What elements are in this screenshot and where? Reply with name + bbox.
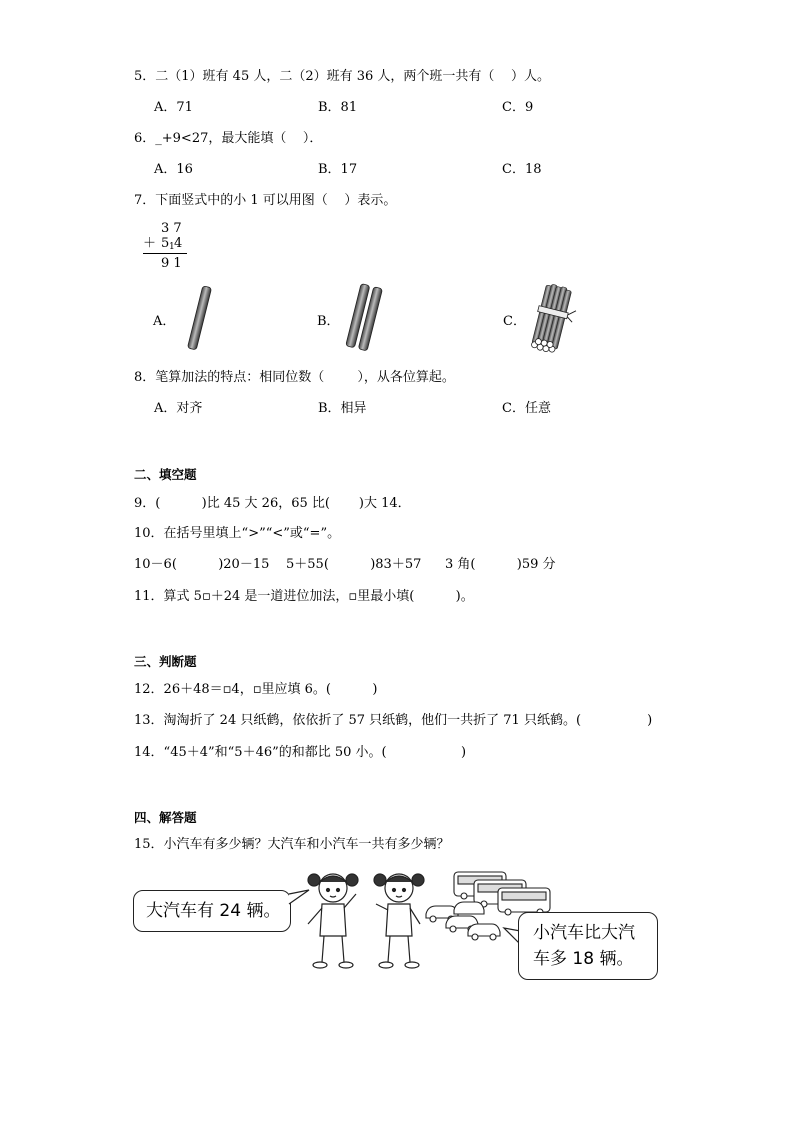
question-14-text: 14．“45＋4”和“5＋46”的和都比 50 小。( ) <box>134 745 467 760</box>
q10-item-1: 10－6( )20－15 <box>134 557 270 572</box>
section-3-heading: 三、判断题 <box>134 654 197 669</box>
q7-option-a: A． <box>153 314 176 329</box>
right-bubble-line-1: 小汽车比大汽 <box>533 923 635 943</box>
q5-option-c: C．9 <box>502 100 534 115</box>
q10-item-2: 5＋55( )83＋57 <box>286 557 422 572</box>
left-speech-bubble <box>133 890 291 932</box>
question-12-text: 12．26＋48＝▫4，▫里应填 6。( ) <box>134 682 378 697</box>
section-4-heading: 四、解答题 <box>134 810 197 825</box>
q6-option-c: C．18 <box>502 162 542 177</box>
two-sticks-icon <box>342 283 392 353</box>
q8-option-c: C．任意 <box>502 401 551 416</box>
calc-result: 9 1 <box>161 256 182 271</box>
question-10-text: 10．在括号里填上“>”“<”或“=”。 <box>134 526 341 541</box>
q7-option-c: C． <box>503 314 526 329</box>
question-9-text: 9．( )比 45 大 26，65 比( )大 14． <box>134 496 411 511</box>
q8-option-a: A．对齐 <box>154 401 203 416</box>
section-2-heading: 二、填空题 <box>134 467 197 482</box>
q10-item-3: 3 角( )59 分 <box>445 557 556 572</box>
q5-option-b: B．81 <box>318 100 358 115</box>
two-girls-illustration <box>300 866 430 972</box>
question-5-text: 5．二（1）班有 45 人，二（2）班有 36 人，两个班一共有（ ）人。 <box>134 69 550 84</box>
question-15-text: 15．小汽车有多少辆？大汽车和小汽车一共有多少辆？ <box>134 837 450 852</box>
question-13-text: 13．淘淘折了 24 只纸鹤，依依折了 57 只纸鹤，他们一共折了 71 只纸鹤。( ) <box>134 713 653 728</box>
calc-divider-line <box>143 253 187 254</box>
q5-option-a: A．71 <box>154 100 193 115</box>
right-speech-bubble <box>518 912 658 980</box>
vertical-addition <box>143 222 187 270</box>
left-bubble-text: 大汽车有 24 辆。 <box>146 901 281 921</box>
question-8-text: 8．笔算加法的特点：相同位数（ ），从各位算起。 <box>134 370 455 385</box>
question-6-text: 6．_+9<27，最大能填（ ）． <box>134 131 323 146</box>
q8-option-b: B．相异 <box>318 401 367 416</box>
right-bubble-line-2: 车多 18 辆。 <box>533 949 634 969</box>
single-stick-icon <box>180 283 220 353</box>
calc-carry-digit: 1 <box>169 242 175 252</box>
calc-plus-sign: ＋ <box>143 236 157 251</box>
q6-option-a: A．16 <box>154 162 193 177</box>
calc-mid-ones: 4 <box>174 236 183 251</box>
bundle-of-ten-sticks-icon <box>526 283 576 358</box>
question-7-text: 7．下面竖式中的小 1 可以用图（ ）表示。 <box>134 193 397 208</box>
q7-option-b: B． <box>317 314 340 329</box>
question-11-text: 11．算式 5▫＋24 是一道进位加法，▫里最小填( )。 <box>134 589 474 604</box>
calc-top-number: 3 7 <box>161 221 182 236</box>
calc-mid-tens: 5 <box>161 236 170 251</box>
q6-option-b: B．17 <box>318 162 358 177</box>
